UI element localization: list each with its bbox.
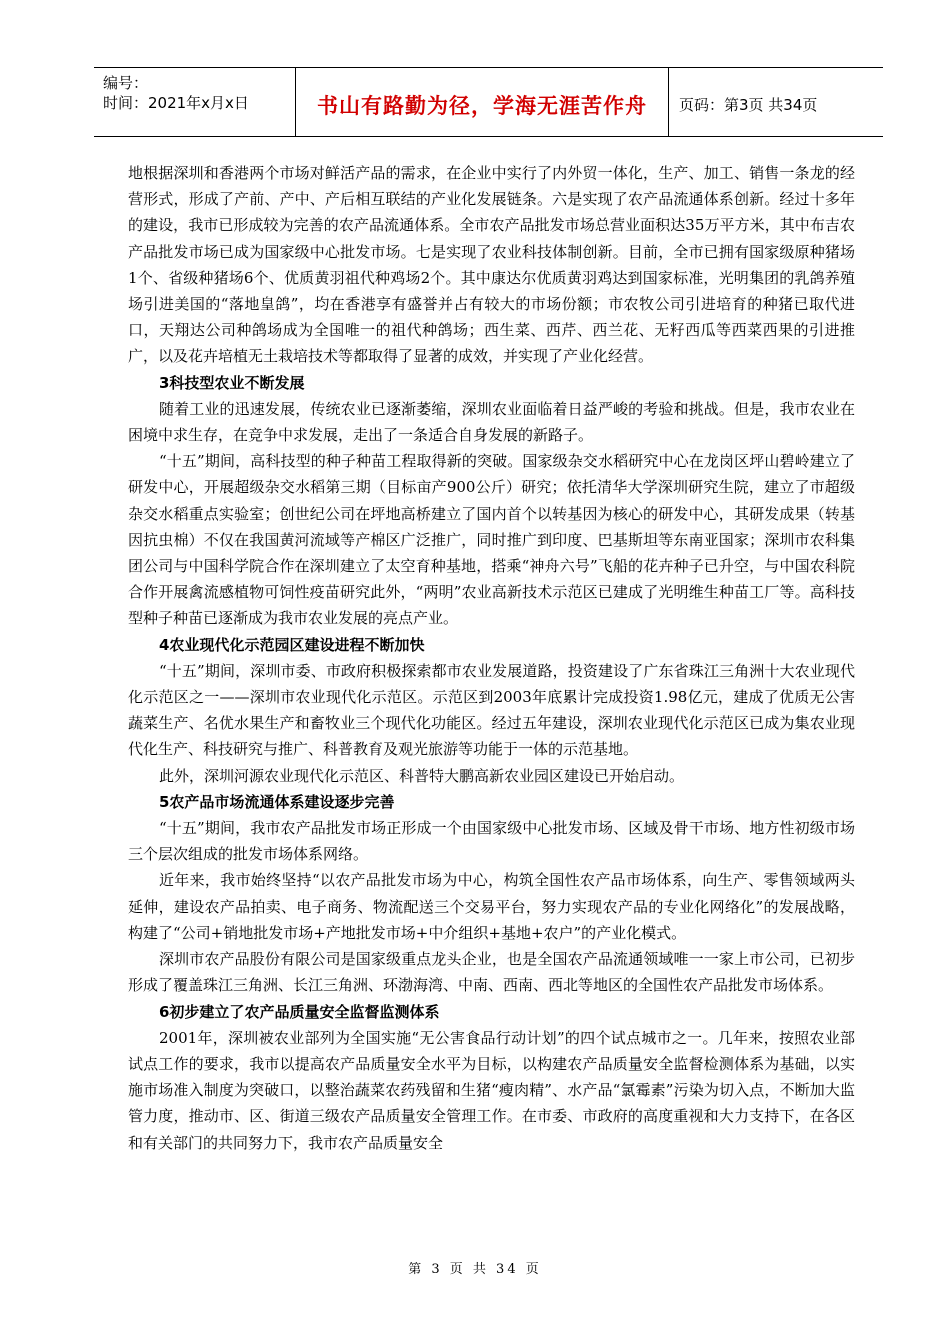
body-paragraph: “十五”期间，深圳市委、市政府积极探索都市农业发展道路，投资建设了广东省珠江三角洲十大农业现代化示范区之一——深圳市农业现代化示范区。示范区到2003年底累计完成投资1.98亿元，建成了优质无公害蔬菜生产、名优水果生产和畜牧业三个现代化功能区。经过五年建设，深圳农业现代化示范区已成为集农业现代化生产、科技研究与推广、科普教育及观光旅游等功能于一体的示范基地。 [128, 661, 855, 759]
document-body [128, 160, 855, 1156]
body-paragraph: 此外，深圳河源农业现代化示范区、科普特大鹏高新农业园区建设已开始启动。 [159, 766, 685, 785]
document-number-label: 编号： [103, 74, 149, 92]
header-page-cell [669, 68, 883, 136]
header-motto: 书山有路勤为径，学海无涯苦作舟 [317, 94, 647, 118]
body-paragraph: “十五”期间，我市农产品批发市场正形成一个由国家级中心批发市场、区域及骨干市场、地方性初级市场三个层次组成的批发市场体系网络。 [128, 819, 855, 864]
body-paragraph: 随着工业的迅速发展，传统农业已逐渐萎缩，深圳农业面临着日益严峻的考验和挑战。但是，我市农业在困境中求生存，在竞争中求发展，走出了一条适合自身发展的新路子。 [128, 399, 855, 445]
section-heading: 4农业现代化示范园区建设进程不断加快 [159, 635, 425, 654]
body-paragraph: “十五”期间，高科技型的种子种苗工程取得新的突破。国家级杂交水稻研究中心在龙岗区坪山碧岭建立了研发中心，开展超级杂交水稻第三期（目标亩产900公斤）研究；依托清华大学深圳研究生院，建立了市超级杂交水稻重点实验室；创世纪公司在坪地高桥建立了国内首个以转基因为核心的研发中心，其研发成果（转基因抗虫棉）不仅在我国黄河流域等产棉区广泛推广，同时推广到印度、巴基斯坦等东南亚国家；深圳市农科集团公司与中国科学院合作在深圳建立了太空育种基地，搭乘“神舟六号”飞船的花卉种子已升空，与中国农科院合作开展禽流感植物可饲性疫苗研究此外，“两明”农业高新技术示范区已建成了光明维生种苗工厂等。高科技型种子种苗已逐渐成为我市农业发展的亮点产业。 [128, 452, 855, 628]
document-header [94, 67, 883, 137]
section-heading: 5农产品市场流通体系建设逐步完善 [159, 792, 395, 811]
header-motto-cell [296, 68, 669, 136]
document-time-label: 时间：2021年x月x日 [103, 94, 249, 112]
section-heading: 6初步建立了农产品质量安全监督监测体系 [159, 1002, 440, 1021]
header-meta-cell [94, 68, 296, 136]
body-paragraph: 近年来，我市始终坚持“以农产品批发市场为中心，构筑全国性农产品市场体系，向生产、零售领域两头延伸，建设农产品拍卖、电子商务、物流配送三个交易平台，努力实现农产品的专业化网络化”的发展战略，构建了“公司+销地批发市场+产地批发市场+中介组织+基地+农户”的产业化模式。 [128, 871, 855, 942]
page-footer: 第 3 页 共 34 页 [408, 1262, 542, 1277]
body-paragraph: 地根据深圳和香港两个市场对鲜活产品的需求，在企业中实行了内外贸一体化，生产、加工、销售一条龙的经营形式，形成了产前、产中、产后相互联结的产业化发展链条。六是实现了农产品流通体系创新。经过十多年的建设，我市已形成较为完善的农产品流通体系。全市农产品批发市场总营业面积达35万平方米，其中布吉农产品批发市场已成为国家级中心批发市场。七是实现了农业科技体制创新。目前，全市已拥有国家级原种猪场1个、省级种猪场6个、优质黄羽祖代种鸡场2个。其中康达尔优质黄羽鸡达到国家标准，光明集团的乳鸽养殖场引进美国的“落地皇鸽”，均在香港享有盛誉并占有较大的市场份额；市农牧公司引进培育的种猪已取代进口，天翔达公司种鸽场成为全国唯一的祖代种鸽场；西生菜、西芹、西兰花、无籽西瓜等西菜西果的引进推广，以及花卉培植无土栽培技术等都取得了显著的成效，并实现了产业化经营。 [128, 164, 855, 366]
header-page-label: 页码：第3页 共34页 [679, 96, 818, 114]
body-paragraph: 深圳市农产品股份有限公司是国家级重点龙头企业，也是全国农产品流通领域唯一一家上市公司，已初步形成了覆盖珠江三角洲、长江三角洲、环渤海湾、中南、西南、西北等地区的全国性农产品批发市场体系。 [128, 950, 855, 995]
body-paragraph: 2001年，深圳被农业部列为全国实施“无公害食品行动计划”的四个试点城市之一。几年来，按照农业部试点工作的要求，我市以提高农产品质量安全水平为目标，以构建农产品质量安全监督检测体系为基础，以实施市场准入制度为突破口，以整治蔬菜农药残留和生猪“瘦肉精”、水产品“氯霉素”污染为切入点，不断加大监管力度，推动市、区、街道三级农产品质量安全管理工作。在市委、市政府的高度重视和大力支持下，在各区和有关部门的共同努力下，我市农产品质量安全 [128, 1028, 855, 1152]
section-heading: 3科技型农业不断发展 [159, 373, 305, 392]
